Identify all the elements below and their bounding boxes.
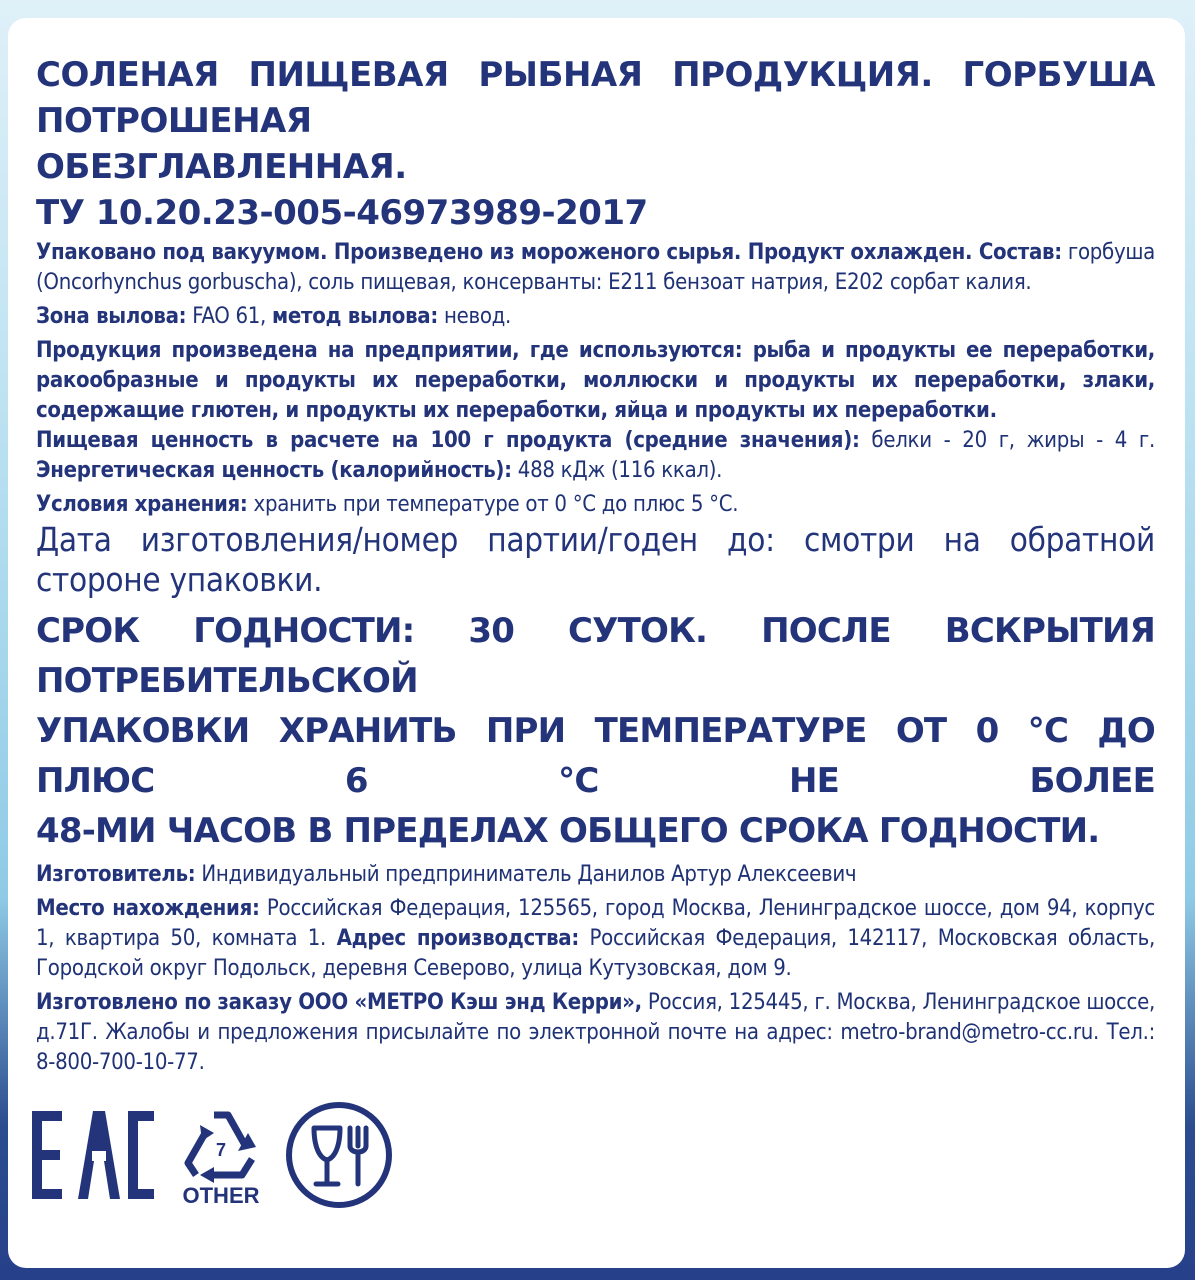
production-address-label: Адрес производства:	[336, 926, 579, 951]
ordered-by-label: Изготовлено по заказу ООО «МЕТРО Кэш энд Керри»,	[36, 990, 642, 1015]
label-card	[8, 18, 1185, 1268]
manufacturer-info	[36, 860, 1155, 890]
recycle-label: OTHER	[182, 1182, 260, 1208]
composition	[36, 238, 1155, 298]
date-note: Дата изготовления/номер партии/годен до: смотри на обратной стороне упаковки.	[36, 520, 1155, 599]
recycle-number: 7	[215, 1139, 227, 1160]
title-line-3: ТУ 10.20.23-005-46973989-2017	[36, 193, 648, 233]
manufacturer-label: Изготовитель:	[36, 862, 196, 887]
nutrition-value: белки - 20 г, жиры - 4 г.	[871, 428, 1156, 453]
catch-method-label: метод вылова:	[272, 304, 438, 329]
catch-zone-value: FAO 61,	[192, 304, 267, 329]
allergen-info	[36, 336, 1155, 426]
title-line-1: СОЛЕНАЯ ПИЩЕВАЯ РЫБНАЯ ПРОДУКЦИЯ. ГОРБУША ПОТРОШЕНАЯ	[36, 55, 1155, 141]
energy-label: Энергетическая ценность (калорийность):	[36, 458, 512, 483]
location-value: Российская Федерация, 125565, город Москва, Ленинградское шоссе, дом 94, корпус 1, квартира 50, комната 1.	[36, 896, 1155, 951]
storage-label: Условия хранения:	[36, 492, 248, 517]
ordered-by-info	[36, 988, 1155, 1078]
manufacturer-value: Индивидуальный предприниматель Данилов Артур Алексеевич	[201, 862, 857, 887]
ordered-by-value: Россия, 125445, г. Москва, Ленинградское шоссе, д.71Г. Жалобы и предложения присылайте по электронной почте на адрес: metro-brand@metro-cc.ru. Тел.: 8-800-700-10-77.	[36, 990, 1156, 1075]
composition-text: горбуша (Oncorhynchus gorbuscha), соль пищевая, консерванты: Е211 бензоат натрия, Е202 сорбат калия.	[36, 240, 1155, 295]
location-info	[36, 894, 1155, 984]
certification-marks	[28, 1100, 394, 1210]
catch-zone-label: Зона вылова:	[36, 304, 187, 329]
nutrition-info	[36, 426, 1155, 486]
glass-fork-icon	[284, 1100, 394, 1210]
product-title	[36, 52, 1155, 236]
title-line-2: ОБЕЗГЛАВЛЕННАЯ.	[36, 147, 407, 187]
storage-value: хранить при температуре от 0 °С до плюс 5 °С.	[253, 492, 739, 517]
storage-info	[36, 490, 1155, 520]
energy-value: 488 кДж (116 ккал).	[517, 458, 723, 483]
production-address-value: Российская Федерация, 142117, Московская область, Городской округ Подольск, деревня Северово, улица Кутузовская, дом 9.	[36, 926, 1155, 981]
catch-info	[36, 302, 1155, 332]
recycle-mark	[176, 1103, 266, 1208]
recycle-triangle-icon	[176, 1103, 266, 1183]
location-label: Место нахождения:	[36, 896, 260, 921]
allergen-text: Продукция произведена на предприятии, где используются: рыба и продукты ее переработки, ракообразные и продукты их переработки, моллюски и продукты их переработки, злаки, содержащие глютен, и продукты их переработки, яйца и продукты их переработки.	[36, 338, 1155, 423]
shelf-life-line-3: 48-МИ ЧАСОВ В ПРЕДЕЛАХ ОБЩЕГО СРОКА ГОДНОСТИ.	[36, 811, 1100, 851]
shelf-life-line-1: СРОК ГОДНОСТИ: 30 СУТОК. ПОСЛЕ ВСКРЫТИЯ ПОТРЕБИТЕЛЬСКОЙ	[36, 611, 1155, 701]
shelf-life-line-2: УПАКОВКИ ХРАНИТЬ ПРИ ТЕМПЕРАТУРЕ ОТ 0 °С ДО ПЛЮС 6 °С НЕ БОЛЕЕ	[36, 711, 1155, 801]
composition-label: Упаковано под вакуумом. Произведено из мороженого сырья. Продукт охлажден. Состав:	[36, 240, 1062, 265]
eac-mark-icon	[28, 1105, 158, 1205]
catch-method-value: невод.	[443, 304, 512, 329]
shelf-life	[36, 606, 1155, 856]
nutrition-label: Пищевая ценность в расчете на 100 г продукта (средние значения):	[36, 428, 860, 453]
